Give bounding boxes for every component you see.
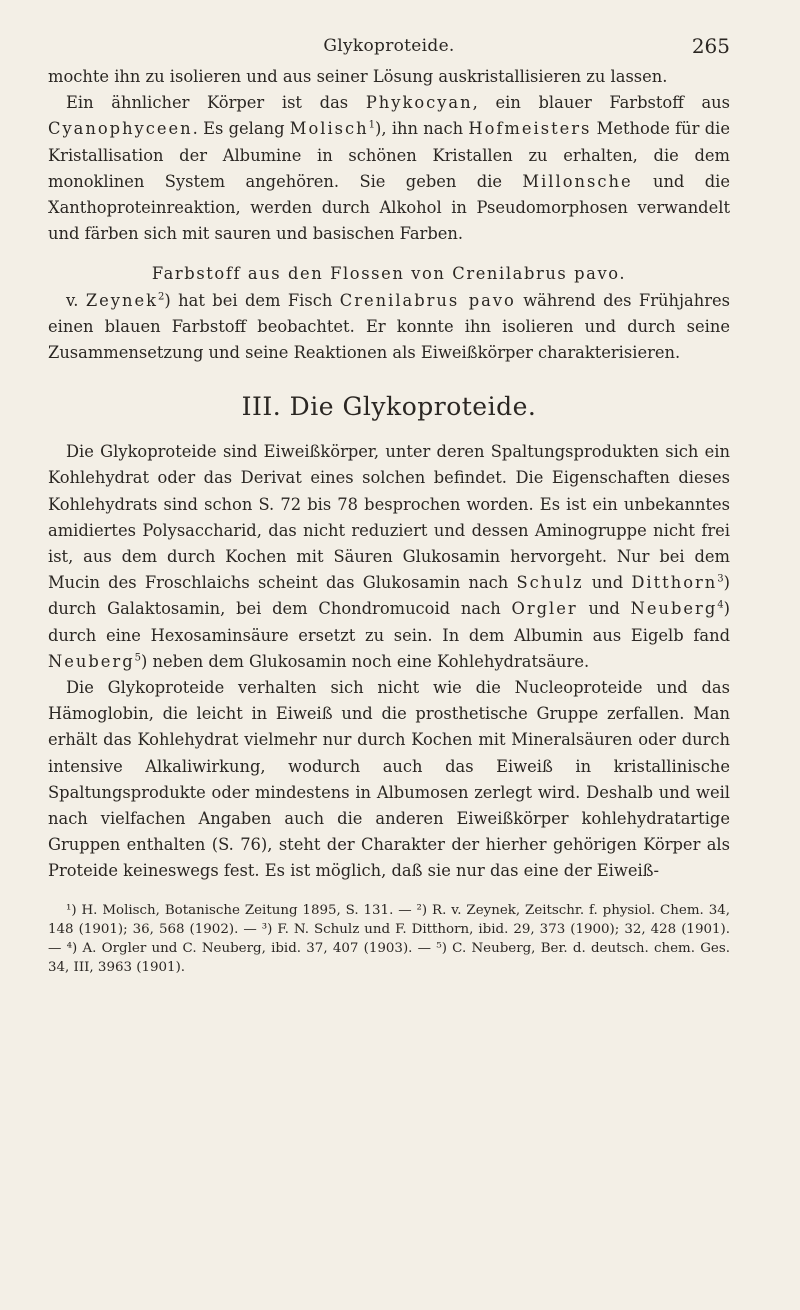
author-schulz: Schulz — [516, 573, 584, 593]
text-run: , ein blauer Farbstoff aus — [472, 93, 730, 113]
text-run: Ein ähnlicher Körper ist das — [66, 93, 366, 113]
text-run: und die Xanthoproteinreaktion, werden durch Alkohol in Pseudomorphosen verwandelt und färben sich mit sauren und basischen Farben. — [48, 171, 730, 244]
term-cyanophyceen: Cyanophyceen — [48, 119, 193, 139]
footnotes — [48, 901, 730, 977]
text-run: ), ihn nach — [375, 119, 469, 139]
footnote-text: ¹) H. Molisch, Botanische Zeitung 1895, S. 131. — ²) R. v. Zeynek, Zeitschr. f. physiol. Chem. 34, 148 (1901); 36, 568 (1902). — ³) F. N. Schulz und F. Ditthorn, ibid. 29, 373 (1900); 32, 428 (1901). — ⁴) A. Orgler und C. Neuberg, ibid. 37, 407 (1903). — ⁵) C. Neuberg, Ber. d. deutsch. chem. Ges. 34, III, 3963 (1901). — [48, 902, 730, 975]
paragraph-zeynek — [48, 288, 730, 367]
chapter-heading: III. Die Glykoproteide. — [241, 392, 537, 422]
text-run: v. — [66, 290, 86, 310]
author-molisch: Molisch — [289, 119, 369, 139]
term-millonsche: Millonsche — [522, 171, 633, 191]
footnote-ref-4: 4 — [717, 600, 724, 612]
author-hofmeister: Hofmeisters — [468, 119, 592, 139]
section-subheading: Farbstoff aus den Flossen von Crenilabrus pavo. — [151, 264, 627, 284]
text-run: Die Glykoproteide sind Eiweißkörper, unter deren Spaltungsprodukten sich ein Kohlehydrat oder das Derivat eines solchen befindet. Die Eigenschaften dieses Kohlehydrats sind schon S. 72 bis 78 besprochen worden. Es ist ein unbekanntes amidiertes Polysaccharid, das nicht reduziert und dessen Aminogruppe nicht frei ist, aus dem durch Kochen mit Säuren Glukosamin hervorgeht. Nur bei dem Mucin des Froschlaichs scheint das Glukosamin nach — [48, 442, 730, 593]
text-run: . Es gelang — [192, 119, 290, 139]
text-run: ) durch eine Hexosaminsäure ersetzt zu sein. In dem Albumin aus Eigelb fand — [48, 599, 730, 645]
text-run: und — [583, 573, 632, 593]
footnote-ref-2: 2 — [158, 291, 165, 303]
term-crenilabrus: Crenilabrus pavo — [339, 290, 516, 310]
text-run: Methode für die Kristallisation der Albumine in schönen Kristallen zu erhalten, die dem monoklinen System angehören. Sie geben die — [48, 119, 731, 191]
text-run: während des Frühjahres einen blauen Farbstoff beobachtet. Er konnte ihn isolieren und durch seine Zusammensetzung und seine Reaktionen als Eiweißkörper charakterisieren. — [48, 290, 730, 363]
footnote-ref-1: 1 — [368, 119, 376, 131]
text-run: ) durch Galaktosamin, bei dem Chondromucoid nach — [48, 573, 730, 619]
footnote-ref-5: 5 — [134, 652, 142, 664]
author-ditthorn: Ditthorn — [631, 573, 718, 593]
paragraph-1: mochte ihn zu isolieren und aus seiner Lösung auskristallisieren zu lassen. — [48, 67, 668, 86]
running-head — [48, 34, 730, 64]
term-phykocyan: Phykocyan — [365, 93, 473, 113]
footnote-ref-3: 3 — [717, 573, 724, 585]
paragraph-phykocyan — [48, 90, 730, 247]
running-title: Glykoproteide. — [323, 36, 455, 56]
text-run: und — [577, 599, 631, 619]
author-orgler: Orgler — [511, 599, 578, 619]
paragraph-verhalten: Die Glykoproteide verhalten sich nicht wie die Nucleoproteide und das Hämoglobin, die leicht in Eiweiß und die prosthetische Gruppe zerfallen. Man erhält das Kohlehydrat vielmehr nur durch Kochen mit Mineralsäuren oder durch intensive Alkaliwirkung, wodurch auch das Eiweiß in kristallinische Spaltungsprodukte oder mindestens in Albumosen zerlegt wird. Deshalb und weil nach vielfachen Angaben auch die anderen Eiweißkörper kohlehydratartige Gruppen enthalten (S. 76), steht der Charakter der hierher gehörigen Körper als Proteide keineswegs fest. Es ist möglich, daß sie nur das eine der Eiweiß- — [48, 678, 730, 881]
text-run: ) hat bei dem Fisch — [164, 290, 340, 310]
book-page — [48, 34, 730, 977]
paragraph-glykoproteide — [48, 439, 730, 675]
author-neuberg: Neuberg — [630, 599, 718, 619]
page-number: 265 — [691, 34, 730, 58]
author-neuberg: Neuberg — [48, 651, 135, 671]
author-zeynek: Zeynek — [85, 290, 158, 310]
text-run: ) neben dem Glukosamin noch eine Kohlehydratsäure. — [141, 651, 590, 671]
